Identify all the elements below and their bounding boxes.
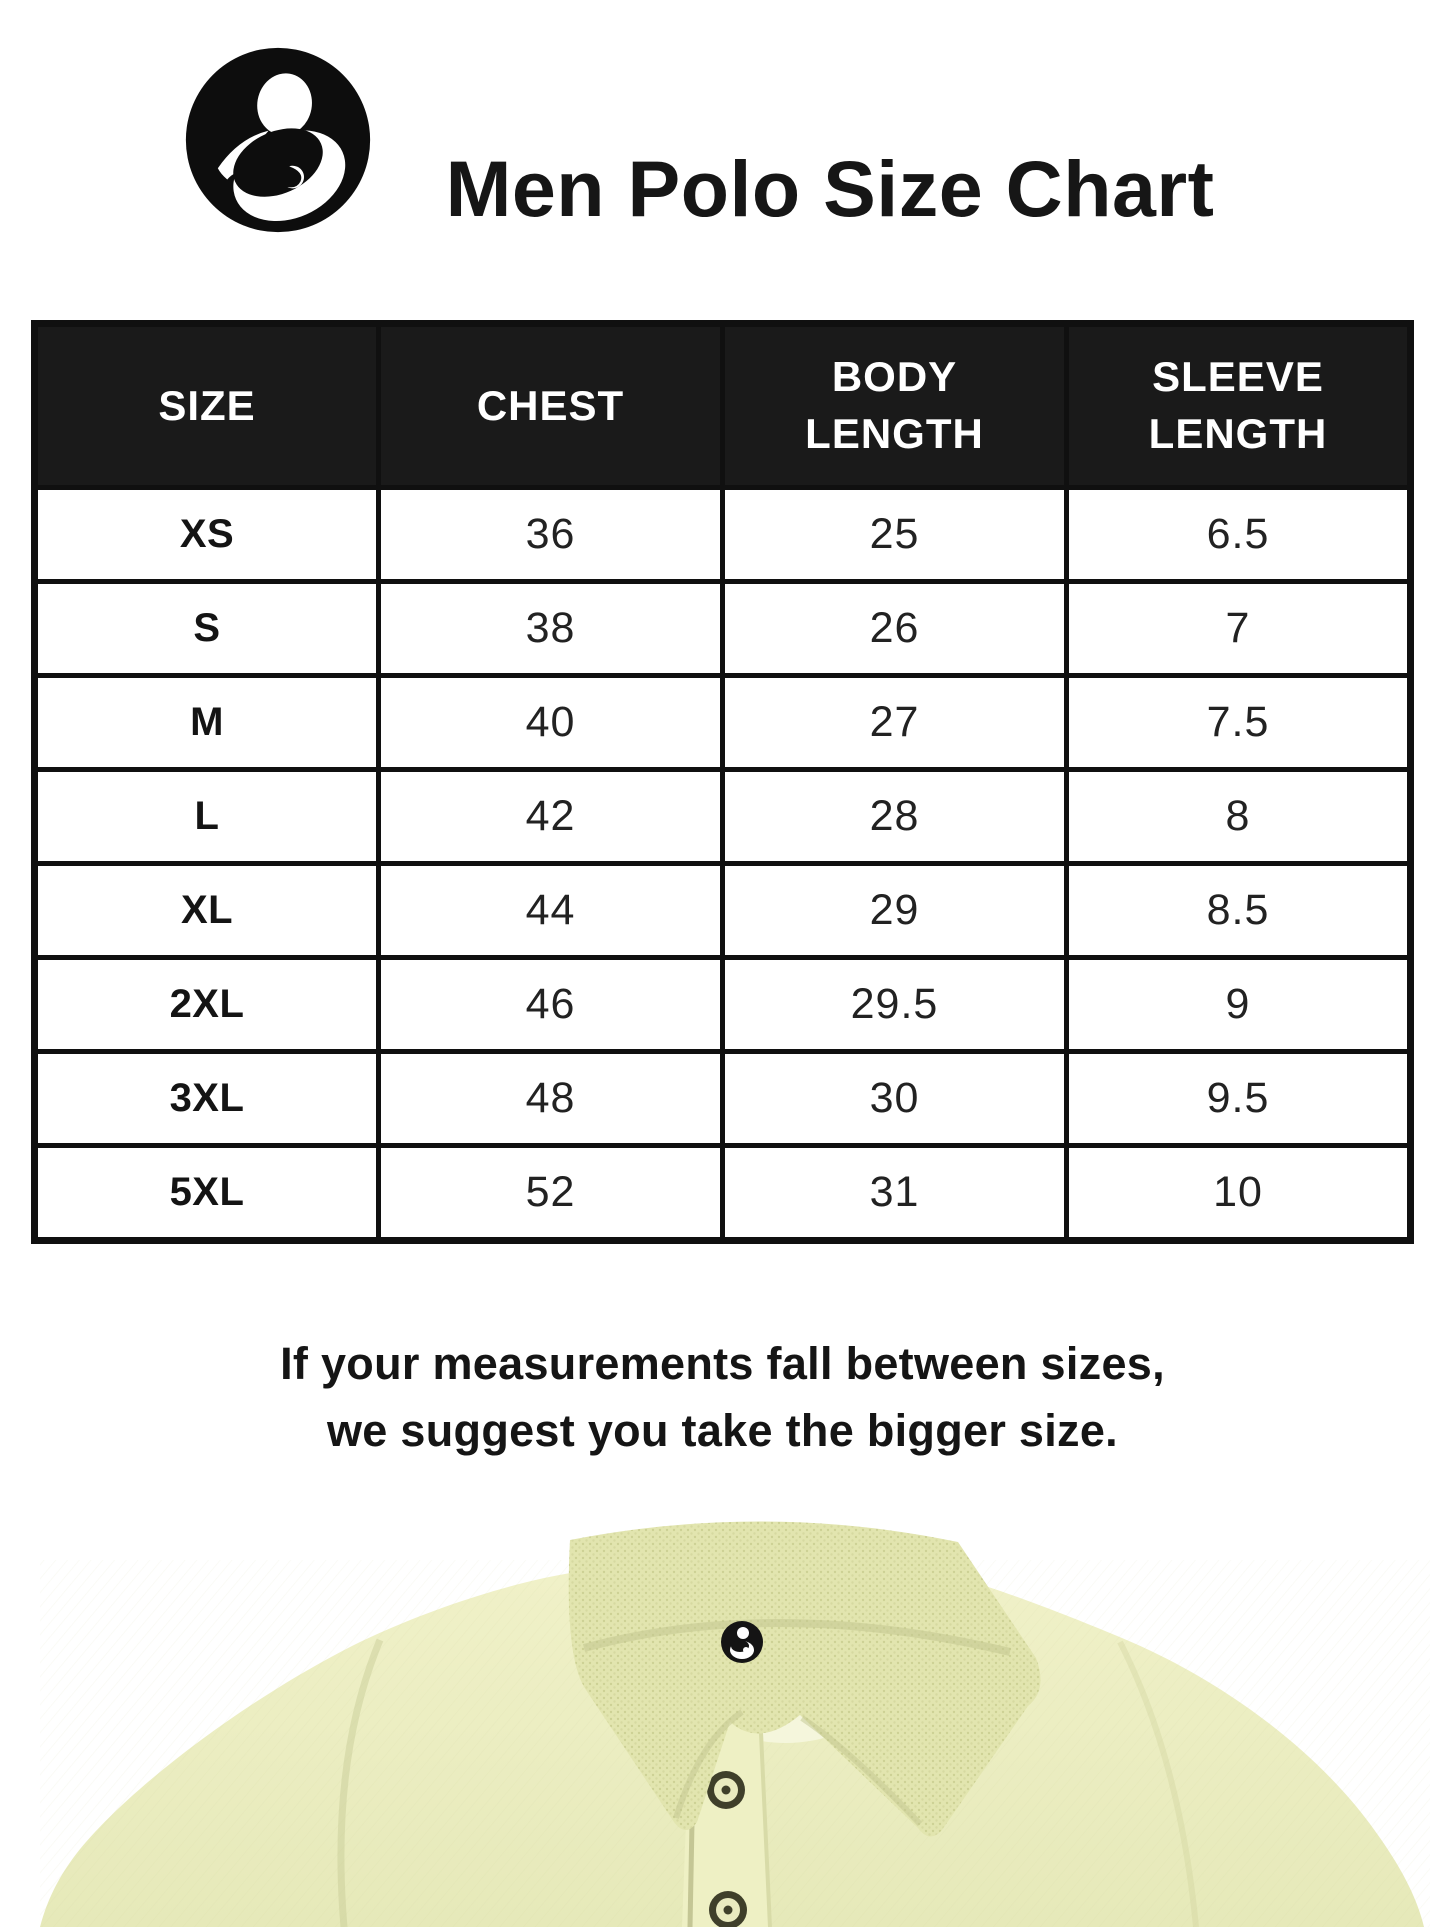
measurement-cell: 10 — [1067, 1146, 1411, 1241]
measurement-cell: 52 — [379, 1146, 723, 1241]
measurement-cell: 44 — [379, 864, 723, 958]
measurement-cell: 26 — [723, 582, 1067, 676]
measurement-cell: 7.5 — [1067, 676, 1411, 770]
polo-shirt-photo — [0, 1500, 1445, 1927]
measurement-cell: 7 — [1067, 582, 1411, 676]
size-label-cell: S — [35, 582, 379, 676]
measurement-cell: 28 — [723, 770, 1067, 864]
measurement-cell: 29.5 — [723, 958, 1067, 1052]
measurement-cell: 27 — [723, 676, 1067, 770]
measurement-cell: 38 — [379, 582, 723, 676]
size-label-cell: 3XL — [35, 1052, 379, 1146]
size-row — [35, 582, 1411, 676]
size-row — [35, 676, 1411, 770]
size-label-cell: 2XL — [35, 958, 379, 1052]
fit-note-line2: we suggest you take the bigger size. — [326, 1405, 1118, 1456]
size-label-cell: 5XL — [35, 1146, 379, 1241]
measurement-cell: 36 — [379, 488, 723, 582]
size-label-cell: M — [35, 676, 379, 770]
size-row — [35, 1146, 1411, 1241]
column-header: BODY LENGTH — [723, 324, 1067, 488]
size-row — [35, 770, 1411, 864]
measurement-cell: 8 — [1067, 770, 1411, 864]
size-row — [35, 1052, 1411, 1146]
measurement-cell: 40 — [379, 676, 723, 770]
measurement-cell: 46 — [379, 958, 723, 1052]
column-header: CHEST — [379, 324, 723, 488]
measurement-cell: 48 — [379, 1052, 723, 1146]
measurement-cell: 6.5 — [1067, 488, 1411, 582]
column-header: SLEEVE LENGTH — [1067, 324, 1411, 488]
size-chart-table — [31, 320, 1414, 1244]
polo-button-top — [707, 1771, 745, 1809]
measurement-cell: 29 — [723, 864, 1067, 958]
header-row — [35, 324, 1411, 488]
measurement-cell: 42 — [379, 770, 723, 864]
neck-tag-logo-icon — [721, 1621, 763, 1663]
measurement-cell: 30 — [723, 1052, 1067, 1146]
size-chart-body — [35, 488, 1411, 1241]
measurement-cell: 9.5 — [1067, 1052, 1411, 1146]
measurement-cell: 9 — [1067, 958, 1411, 1052]
size-chart-header — [35, 324, 1411, 488]
measurement-cell: 31 — [723, 1146, 1067, 1241]
page-title: Men Polo Size Chart — [445, 143, 1215, 233]
fit-note-line1: If your measurements fall between sizes, — [280, 1338, 1165, 1389]
measurement-cell: 25 — [723, 488, 1067, 582]
size-row — [35, 488, 1411, 582]
size-label-cell: L — [35, 770, 379, 864]
measurement-cell: 8.5 — [1067, 864, 1411, 958]
size-label-cell: XS — [35, 488, 379, 582]
fit-note — [0, 1330, 1445, 1464]
size-label-cell: XL — [35, 864, 379, 958]
size-row — [35, 864, 1411, 958]
column-header: SIZE — [35, 324, 379, 488]
size-row — [35, 958, 1411, 1052]
